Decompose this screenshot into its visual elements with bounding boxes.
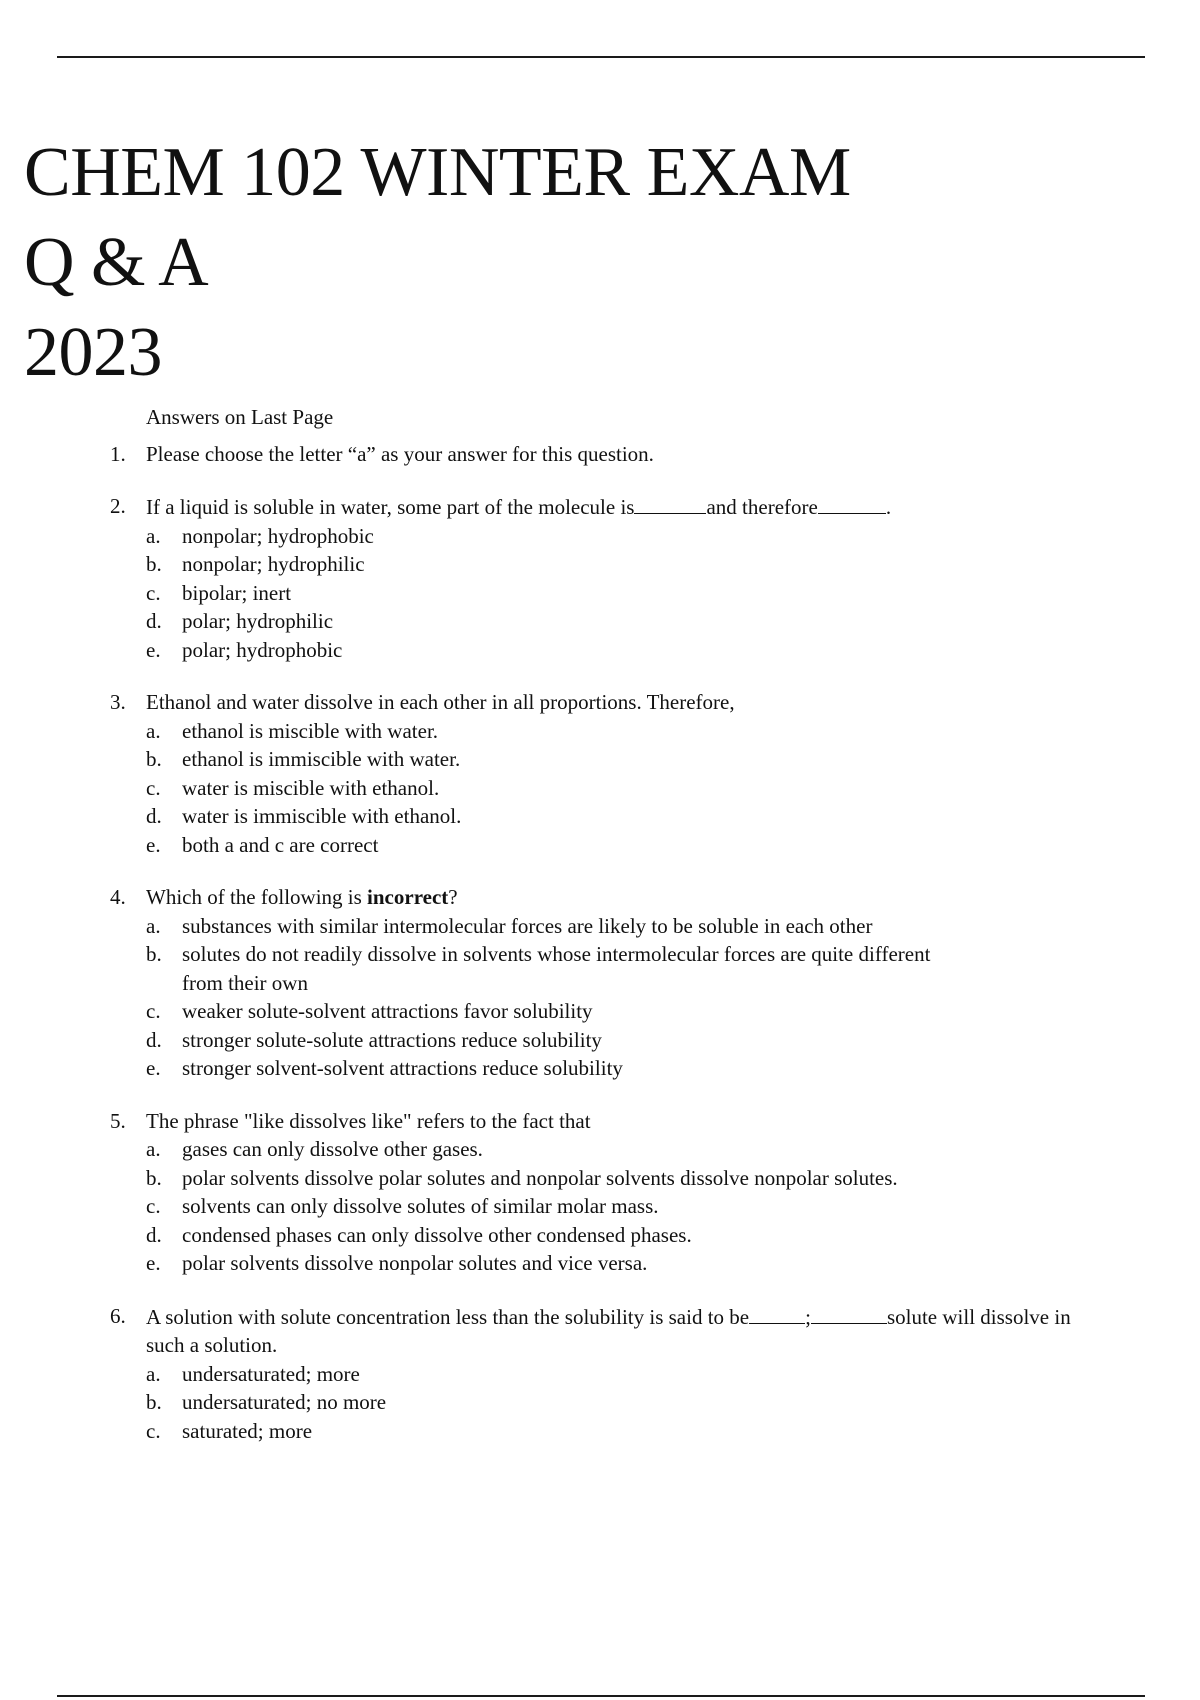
option-a <box>0 522 1200 551</box>
option-list <box>0 717 1200 860</box>
question-3 <box>0 688 1200 859</box>
header-rule <box>57 56 1145 58</box>
option-text: solutes do not readily dissolve in solvents whose intermolecular forces are quite different from their own <box>182 942 931 995</box>
option-e <box>0 831 1200 860</box>
option-a <box>0 1360 1200 1389</box>
question-stem <box>0 440 1200 469</box>
question-text-part-3: solute will dissolve in such a solution. <box>146 1304 1071 1357</box>
question-4 <box>0 883 1200 1083</box>
answer-blank <box>634 492 706 514</box>
option-letter: a. <box>146 913 161 938</box>
question-text: The phrase "like dissolves like" refers to the fact that <box>146 1108 591 1133</box>
option-letter: c. <box>146 1194 161 1218</box>
option-letter: a. <box>146 523 161 548</box>
option-letter: b. <box>146 1165 162 1190</box>
option-text: nonpolar; hydrophobic <box>182 523 374 548</box>
footer-rule <box>57 1695 1145 1697</box>
question-text-emphasis: incorrect <box>367 885 449 909</box>
option-text: water is miscible with ethanol. <box>182 775 440 800</box>
option-a <box>0 1135 1200 1164</box>
option-letter: b. <box>146 552 162 576</box>
question-text-after: ? <box>448 885 458 909</box>
option-list <box>0 912 1200 1083</box>
exam-content <box>0 403 1200 1469</box>
option-d <box>0 802 1200 831</box>
option-letter: d. <box>146 804 162 828</box>
question-text-part-1: If a liquid is soluble in water, some part of the molecule is <box>146 495 635 519</box>
option-text: substances with similar intermolecular forces are likely to be soluble in each other <box>182 913 873 938</box>
option-e <box>0 1054 1200 1083</box>
question-number: 3. <box>110 690 126 714</box>
option-text: ethanol is miscible with water. <box>182 718 439 743</box>
option-text: polar solvents dissolve polar solutes and nonpolar solvents dissolve nonpolar solutes. <box>182 1165 898 1190</box>
option-d <box>0 1221 1200 1250</box>
option-text: water is immiscible with ethanol. <box>182 804 462 828</box>
option-text: condensed phases can only dissolve other condensed phases. <box>182 1222 692 1247</box>
option-a <box>0 717 1200 746</box>
option-letter: d. <box>146 1027 162 1052</box>
question-stem <box>0 1302 1200 1360</box>
option-e <box>0 1249 1200 1278</box>
option-letter: c. <box>146 775 161 800</box>
question-text: Ethanol and water dissolve in each other in all proportions. Therefore, <box>146 690 735 714</box>
question-number: 5. <box>110 1108 126 1133</box>
option-b <box>0 550 1200 579</box>
option-d <box>0 607 1200 636</box>
question-number: 1. <box>110 441 126 466</box>
option-text: undersaturated; no more <box>182 1390 387 1414</box>
option-letter: d. <box>146 609 162 633</box>
question-text: Please choose the letter “a” as your answer for this question. <box>146 441 654 466</box>
question-stem <box>0 688 1200 717</box>
question-text-part-1: A solution with solute concentration less than the solubility is said to be <box>146 1304 750 1329</box>
question-text-part-3: . <box>885 495 892 519</box>
question-text-part-2: and therefore <box>706 495 818 519</box>
question-stem <box>0 492 1200 522</box>
option-text: polar solvents dissolve nonpolar solutes and vice versa. <box>182 1251 648 1275</box>
option-b <box>0 1388 1200 1417</box>
option-letter: a. <box>146 1361 161 1386</box>
option-text: undersaturated; more <box>182 1361 360 1386</box>
question-stem <box>0 883 1200 912</box>
question-number: 6. <box>110 1303 126 1328</box>
option-text: ethanol is immiscible with water. <box>182 747 461 771</box>
question-text-part-2: ; <box>805 1304 811 1329</box>
option-letter: e. <box>146 637 161 662</box>
option-letter: e. <box>146 1056 161 1080</box>
option-text: bipolar; inert <box>182 580 292 605</box>
question-5 <box>0 1107 1200 1278</box>
option-a <box>0 912 1200 941</box>
option-e <box>0 636 1200 665</box>
question-6 <box>0 1302 1200 1446</box>
option-text: polar; hydrophilic <box>182 609 334 633</box>
question-stem <box>0 1107 1200 1136</box>
option-letter: d. <box>146 1222 162 1247</box>
option-text: gases can only dissolve other gases. <box>182 1137 483 1161</box>
option-text: saturated; more <box>182 1418 313 1443</box>
option-list <box>0 522 1200 665</box>
option-letter: c. <box>146 1418 161 1443</box>
option-text: nonpolar; hydrophilic <box>182 552 365 576</box>
option-list <box>0 1135 1200 1278</box>
option-list <box>0 1360 1200 1446</box>
option-c <box>0 1192 1200 1221</box>
title-line-3: 2023 <box>24 314 162 391</box>
question-number: 4. <box>110 885 126 909</box>
option-letter: a. <box>146 718 161 743</box>
option-b <box>0 1164 1200 1193</box>
option-letter: e. <box>146 1251 161 1275</box>
option-d <box>0 1026 1200 1055</box>
question-text-before: Which of the following is <box>146 885 368 909</box>
answers-note: Answers on Last Page <box>146 405 334 429</box>
answer-blank <box>818 492 886 514</box>
option-c <box>0 579 1200 608</box>
option-letter: b. <box>146 1390 162 1414</box>
title-line-2: Q & A <box>24 224 209 301</box>
option-letter: b. <box>146 942 162 966</box>
option-text: stronger solute-solute attractions reduce solubility <box>182 1027 602 1052</box>
option-letter: e. <box>146 832 161 857</box>
option-c <box>0 1417 1200 1446</box>
title-line-1: CHEM 102 WINTER EXAM <box>24 134 851 211</box>
option-text: weaker solute-solvent attractions favor solubility <box>182 999 593 1023</box>
option-text: stronger solvent-solvent attractions reduce solubility <box>182 1056 623 1080</box>
option-c <box>0 774 1200 803</box>
option-text: solvents can only dissolve solutes of similar molar mass. <box>182 1194 659 1218</box>
option-text: polar; hydrophobic <box>182 637 343 662</box>
option-letter: a. <box>146 1137 161 1161</box>
answer-blank <box>749 1302 805 1324</box>
question-1 <box>0 440 1200 469</box>
option-b <box>0 745 1200 774</box>
option-b <box>0 940 1200 997</box>
question-2 <box>0 492 1200 664</box>
page-title <box>24 128 851 398</box>
option-letter: b. <box>146 747 162 771</box>
option-c <box>0 997 1200 1026</box>
option-letter: c. <box>146 999 161 1023</box>
answer-blank <box>811 1302 887 1324</box>
question-number: 2. <box>110 494 126 518</box>
option-letter: c. <box>146 580 161 605</box>
option-text: both a and c are correct <box>182 832 379 857</box>
